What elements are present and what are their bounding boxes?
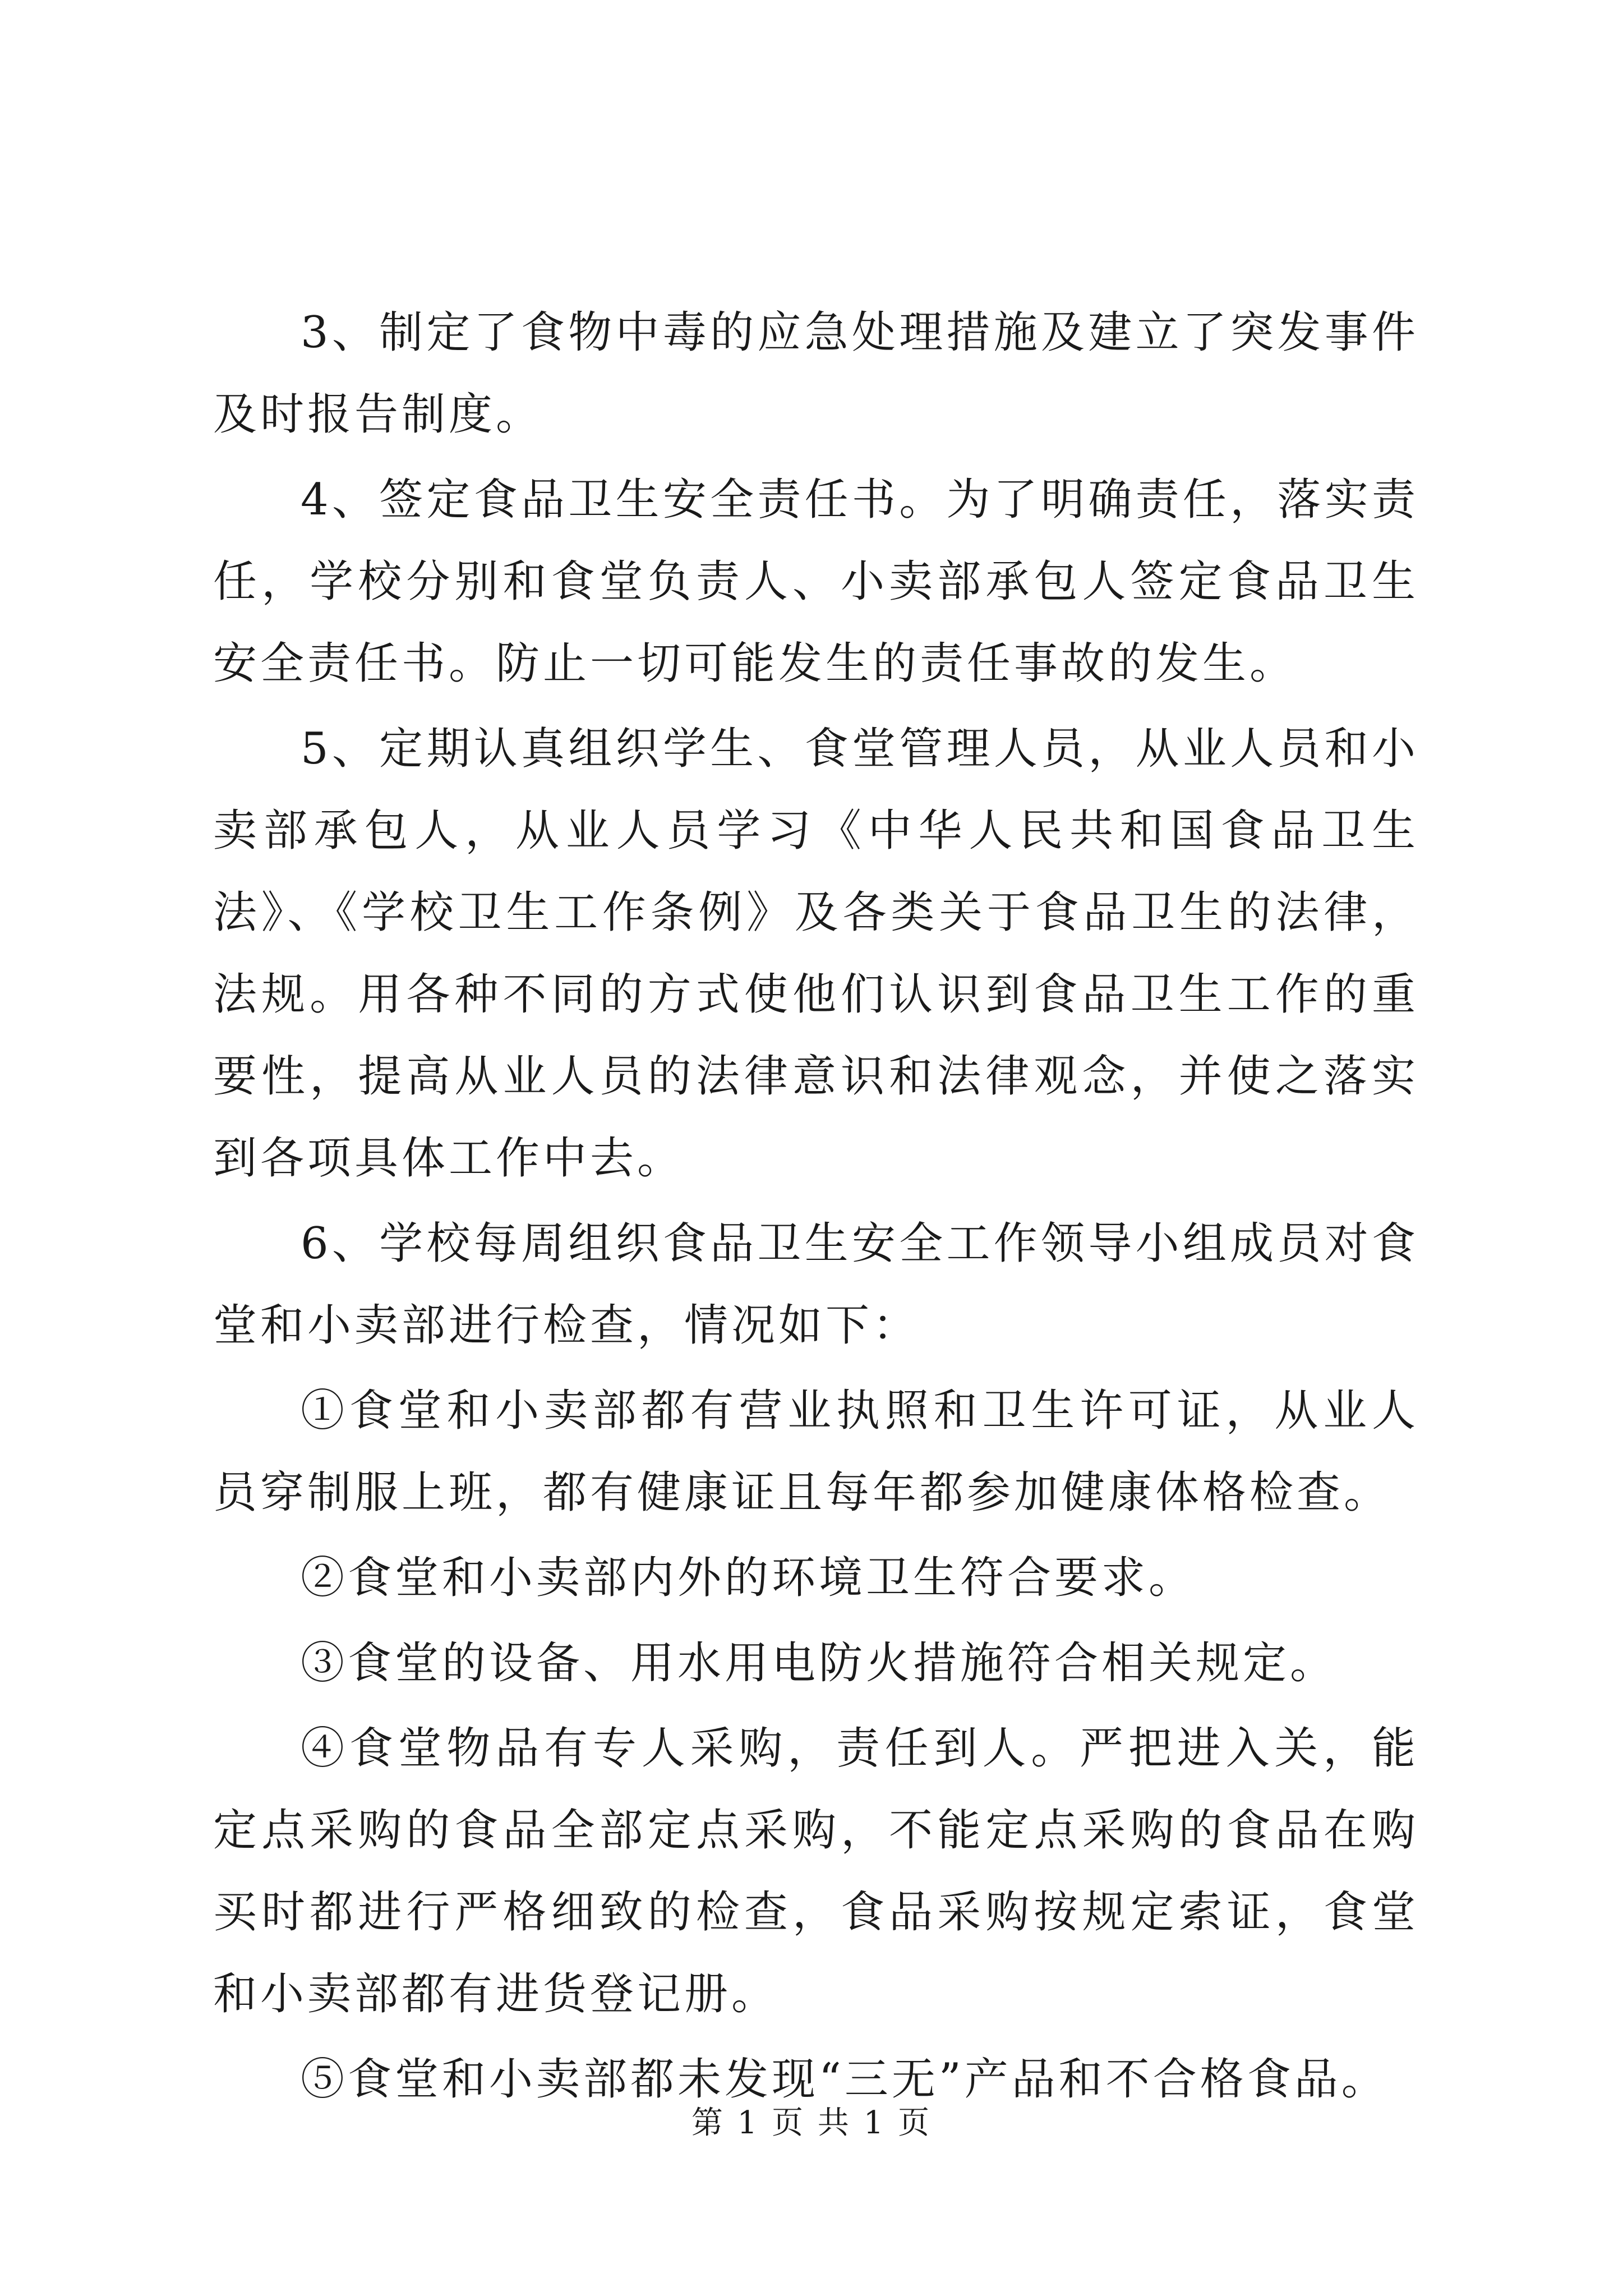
paragraph-6-item-2: ②食堂和小卖部内外的环境卫生符合要求。: [301, 1553, 1196, 1603]
paragraph-6-item-3: ③食堂的设备、用水用电防火措施符合相关规定。: [301, 1638, 1338, 1688]
page-number-footer: 第 1 页 共 1 页: [691, 2105, 932, 2141]
paragraph-6: 6、学校每周组织食品卫生安全工作领导小组成员对食堂和小卖部进行检查，情况如下：: [213, 1218, 1419, 1351]
document-body: [213, 292, 1419, 2124]
paragraph-5: 5、定期认真组织学生、食堂管理人员，从业人员和小卖部承包人，从业人员学习《中华人民共和国食品卫生法》、《学校卫生工作条例》及各类关于食品卫生的法律，法规。用各种不同的方式使他们认识到食品卫生工作的重要性，提高从业人员的法律意识和法律观念，并使之落实到各项具体工作中去。: [213, 724, 1419, 1184]
paragraph-6-item-1: ①食堂和小卖部都有营业执照和卫生许可证，从业人员穿制服上班，都有健康证且每年都参加健康体格检查。: [213, 1386, 1419, 1518]
paragraph-4: 4、签定食品卫生安全责任书。为了明确责任，落实责任，学校分别和食堂负责人、小卖部承包人签定食品卫生安全责任书。防止一切可能发生的责任事故的发生。: [213, 475, 1419, 689]
paragraph-3: 3、制定了食物中毒的应急处理措施及建立了突发事件及时报告制度。: [213, 307, 1419, 440]
paragraph-6-item-5: ⑤食堂和小卖部都未发现“三无”产品和不合格食品。: [301, 2054, 1389, 2105]
paragraph-6-item-4: ④食堂物品有专人采购，责任到人。严把进入关，能定点采购的食品全部定点采购，不能定点采购的食品在购买时都进行严格细致的检查，食品采购按规定索证，食堂和小卖部都有进货登记册。: [213, 1723, 1419, 2019]
